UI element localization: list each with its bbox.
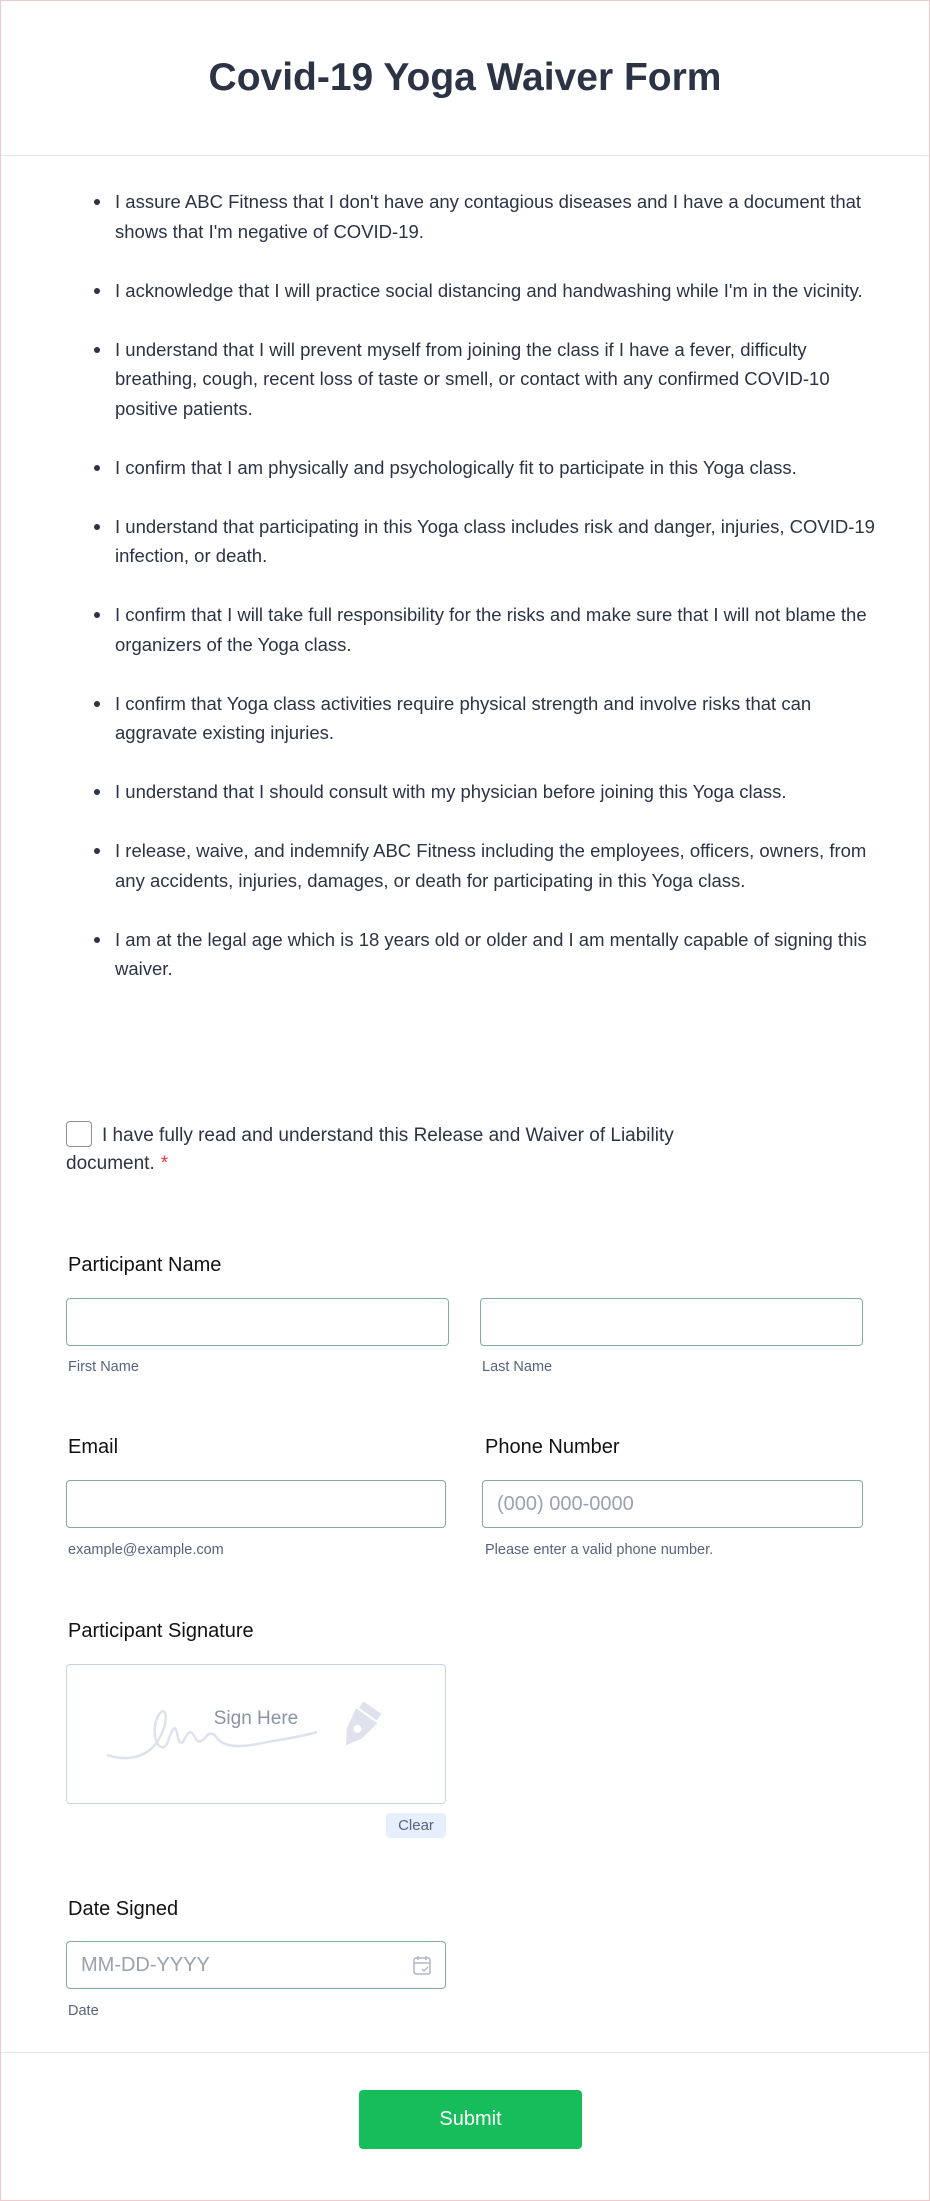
waiver-terms-list	[115, 187, 875, 1013]
phone-input[interactable]: (000) 000-0000	[482, 1480, 863, 1528]
date-signed-label: Date Signed	[68, 1898, 179, 1920]
first-name-sublabel: First Name	[68, 1359, 139, 1375]
calendar-icon[interactable]	[413, 1955, 431, 1975]
page-title: Covid-19 Yoga Waiver Form	[208, 56, 722, 99]
consent-label: I have fully read and understand this Release and Waiver of Liability document.	[66, 1125, 674, 1174]
list-item: I confirm that I am physically and psychologically fit to participate in this Yoga class.	[115, 453, 875, 483]
last-name-input[interactable]	[480, 1298, 863, 1346]
email-sublabel: example@example.com	[68, 1542, 224, 1558]
list-item: I understand that I should consult with my physician before joining this Yoga class.	[115, 777, 875, 807]
consent-field	[66, 1121, 766, 1178]
phone-sublabel: Please enter a valid phone number.	[485, 1542, 714, 1558]
list-item: I assure ABC Fitness that I don't have any contagious diseases and I have a document that shows that I'm negative of COVID-19.	[115, 187, 875, 246]
list-item: I confirm that Yoga class activities require physical strength and involve risks that can aggravate existing injuries.	[115, 689, 875, 748]
list-item: I release, waive, and indemnify ABC Fitness including the employees, officers, owners, from any accidents, injuries, damages, or death for participating in this Yoga class.	[115, 836, 875, 895]
date-placeholder: MM-DD-YYYY	[81, 1953, 210, 1976]
signature-label: Participant Signature	[68, 1620, 254, 1642]
list-item: I confirm that I will take full responsibility for the risks and make sure that I will not blame the organizers of the Yoga class.	[115, 600, 875, 659]
list-item: I am at the legal age which is 18 years old or older and I am mentally capable of signing this waiver.	[115, 925, 875, 984]
email-label: Email	[68, 1436, 119, 1458]
first-name-input[interactable]	[66, 1298, 449, 1346]
phone-label: Phone Number	[485, 1436, 620, 1458]
date-input[interactable]	[66, 1941, 446, 1989]
consent-checkbox[interactable]	[66, 1121, 92, 1147]
required-mark: *	[160, 1153, 169, 1174]
list-item: I acknowledge that I will practice social distancing and handwashing while I'm in the vicinity.	[115, 276, 875, 306]
clear-signature-button[interactable]: Clear	[386, 1813, 446, 1838]
signature-pen-icon	[67, 1665, 447, 1805]
sign-here-hint: Sign Here	[213, 1708, 299, 1729]
email-input[interactable]	[66, 1480, 446, 1528]
list-item: I understand that I will prevent myself from joining the class if I have a fever, difficulty breathing, cough, recent loss of taste or smell, or contact with any confirmed COVID-10 positive patients.	[115, 335, 875, 424]
signature-pad[interactable]	[66, 1664, 446, 1804]
footer-divider	[1, 2052, 929, 2053]
last-name-sublabel: Last Name	[482, 1359, 553, 1375]
participant-name-label: Participant Name	[68, 1254, 222, 1276]
list-item: I understand that participating in this Yoga class includes risk and danger, injuries, COVID-19 infection, or death.	[115, 512, 875, 571]
form-header	[1, 1, 929, 156]
date-sublabel: Date	[68, 2003, 99, 2019]
submit-button[interactable]: Submit	[359, 2090, 582, 2149]
